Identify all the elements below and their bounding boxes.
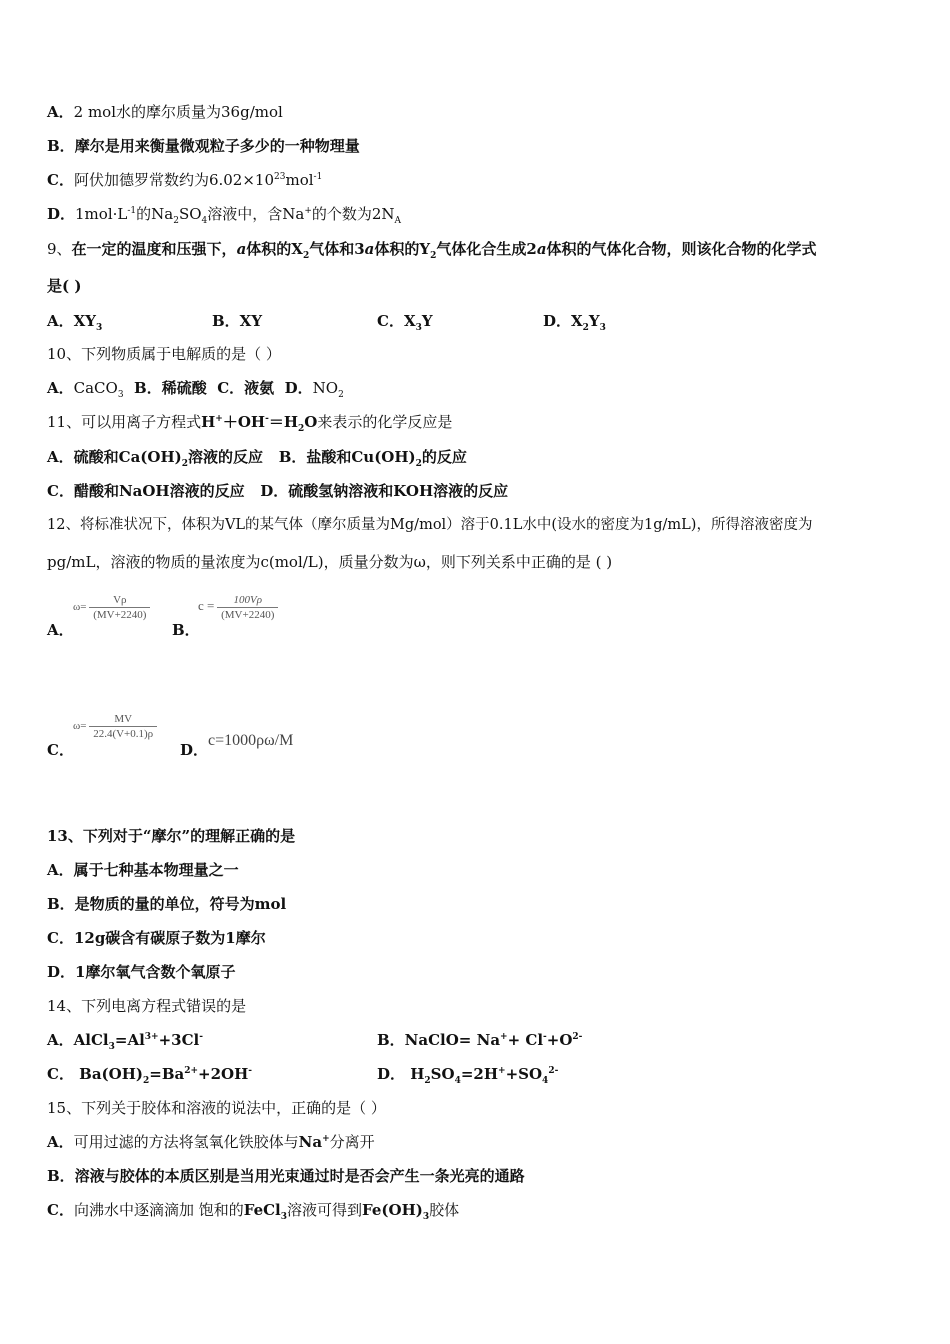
q12-option-c-label: C．	[47, 741, 74, 759]
stem-text: 气体化合生成2	[436, 240, 537, 258]
option-text: +O	[546, 1031, 573, 1049]
stem-text: 体积的X	[246, 240, 303, 258]
subscript: 3	[280, 1212, 288, 1222]
q13-stem: 13、下列对于“摩尔”的理解正确的是	[47, 827, 296, 845]
option-text: A．AlCl	[47, 1031, 109, 1049]
option-text: 的Na	[136, 205, 174, 223]
fraction	[89, 713, 157, 740]
option-text: A．XY	[47, 312, 96, 330]
superscript: +	[322, 1134, 330, 1144]
q13-option-a: A．属于七种基本物理量之一	[47, 861, 239, 879]
q12-option-d-label: D．	[180, 741, 209, 759]
option-text: B．NaClO= Na	[377, 1031, 501, 1049]
q11-option-b: B．盐酸和Cu(OH)	[278, 448, 416, 466]
option-text: D．X	[543, 312, 583, 330]
option-text: D． H	[377, 1065, 425, 1083]
q11-option-a: A．硫酸和Ca(OH)	[47, 448, 182, 466]
superscript: +	[498, 1066, 506, 1076]
option-text: +2OH	[198, 1065, 249, 1083]
denominator: 22.4(V+0.1)ρ	[93, 728, 154, 740]
q9-stem	[47, 239, 817, 259]
option-text: SO	[430, 1065, 455, 1083]
option-label: A．	[47, 379, 74, 397]
subscript: 2	[181, 459, 188, 469]
superscript: 2-	[548, 1066, 559, 1076]
option-text: 溶液可得到	[287, 1201, 363, 1219]
q11-option-c: C．醋酸和NaOH溶液的反应	[47, 482, 245, 500]
superscript: -	[265, 414, 269, 424]
variable-a: a	[536, 240, 547, 258]
option-text: 液氨	[244, 379, 275, 397]
option-text: mol	[285, 171, 314, 189]
superscript: -	[199, 1032, 204, 1042]
q9-option-c	[377, 311, 433, 331]
q15-option-a	[47, 1132, 375, 1152]
variable-a: a	[236, 240, 247, 258]
q10-options	[47, 378, 344, 398]
option-text: 2 mol水的摩尔质量为36g/mol	[73, 103, 283, 121]
formula-lhs: c =	[198, 598, 215, 614]
q11-options-ab	[47, 447, 467, 467]
subscript: 2	[143, 1076, 150, 1086]
option-text: =Ba	[149, 1065, 185, 1083]
stem-text: 来表示的化学反应是	[317, 413, 453, 431]
option-text: NO	[312, 379, 339, 397]
denominator: (MV+2240)	[221, 609, 275, 621]
q13-option-d: D．1摩尔氧气含数个氧原子	[47, 963, 236, 981]
formula-lhs: ω=	[73, 601, 87, 614]
option-label: C．	[47, 171, 74, 189]
q9-option-b: B．XY	[212, 312, 263, 330]
subscript: 2	[582, 323, 589, 333]
q9-option-d	[543, 311, 606, 331]
superscript: 2-	[572, 1032, 583, 1042]
option-text: 分离开	[329, 1133, 375, 1151]
q12-option-b-label: B．	[172, 621, 200, 639]
subscript: 4	[201, 216, 208, 226]
option-text: SO	[178, 205, 202, 223]
subscript: 3	[422, 1212, 430, 1222]
q11-options-cd	[47, 481, 508, 501]
fraction	[89, 594, 150, 621]
option-text: 的个数为2N	[311, 205, 395, 223]
option-text: 摩尔是用来衡量微观粒子多少的一种物理量	[74, 137, 360, 155]
subscript: 4	[454, 1076, 461, 1086]
subscript: 2	[298, 424, 305, 434]
option-text: 稀硫酸	[161, 379, 207, 397]
q14-option-d	[377, 1064, 558, 1084]
option-label: C．	[47, 1201, 74, 1219]
option-text: 阿伏加德罗常数约为6.02×10	[73, 171, 275, 189]
option-label: B．	[134, 379, 162, 397]
subscript: 3	[117, 390, 124, 400]
variable-a: a	[364, 240, 375, 258]
superscript: -1	[313, 172, 323, 182]
stem-text: 气体和3	[309, 240, 365, 258]
q14-stem: 14、下列电离方程式错误的是	[47, 997, 247, 1015]
superscript: -	[543, 1032, 547, 1042]
q14-option-a	[47, 1030, 203, 1050]
option-label: B．	[47, 137, 75, 155]
superscript: -	[248, 1066, 253, 1076]
stem-text: H	[201, 413, 216, 431]
option-text: FeCl	[243, 1201, 281, 1219]
stem-text: 体积的气体化合物，则该化合物的化学式	[546, 240, 817, 258]
q12-formula-c	[73, 713, 157, 740]
option-text: +3Cl	[158, 1031, 200, 1049]
option-text: +SO	[505, 1065, 543, 1083]
option-text: Y	[421, 312, 433, 330]
question-number: 9、	[47, 240, 72, 258]
q12-formula-a	[73, 594, 150, 621]
option-text: Na	[298, 1133, 323, 1151]
q9-option-a	[47, 311, 102, 331]
subscript: 2	[424, 1076, 431, 1086]
option-text: + Cl	[507, 1031, 544, 1049]
option-text: 的反应	[421, 448, 467, 466]
option-text: Y	[588, 312, 600, 330]
option-label: C．	[217, 379, 245, 397]
subscript: 2	[173, 216, 179, 226]
denominator: (MV+2240)	[93, 609, 147, 621]
q14-option-c	[47, 1064, 252, 1084]
option-text: C．X	[377, 312, 416, 330]
superscript: +	[500, 1032, 508, 1042]
subscript: 2	[338, 390, 344, 400]
option-text: C． Ba(OH)	[47, 1065, 143, 1083]
superscript: -1	[127, 206, 137, 216]
option-text: 溶液的反应	[188, 448, 264, 466]
subscript: A	[394, 216, 402, 226]
option-text: 向沸水中逐滴滴加 饱和的	[73, 1201, 244, 1219]
numerator: MV	[89, 713, 157, 727]
option-label: A．	[47, 1133, 74, 1151]
q13-option-c: C．12g碳含有碳原子数为1摩尔	[47, 929, 266, 947]
stem-text: 体积的Y	[374, 240, 431, 258]
q13-option-b: B．是物质的量的单位，符号为mol	[47, 895, 287, 913]
q11-option-d: D．硫酸氢钠溶液和KOH溶液的反应	[260, 482, 509, 500]
q12-stem-line2: pg/mL，溶液的物质的量浓度为c(mol/L)，质量分数为ω，则下列关系中正确的是 ( )	[47, 553, 613, 571]
stem-text: ＋OH	[222, 413, 266, 431]
q8-option-a	[47, 102, 283, 122]
q14-option-b	[377, 1030, 582, 1050]
question-number: 11、	[47, 413, 82, 431]
option-text: 可用过滤的方法将氢氧化铁胶体与	[73, 1133, 299, 1151]
option-label: D．	[47, 205, 76, 223]
superscript: +	[215, 414, 223, 424]
q12-formula-b	[198, 594, 278, 621]
stem-text: 在一定的温度和压强下，	[71, 240, 237, 258]
subscript: 3	[108, 1042, 115, 1052]
subscript: 2	[415, 459, 422, 469]
superscript: 23	[274, 172, 286, 182]
stem-text: O	[304, 413, 318, 431]
option-text: 胶体	[429, 1201, 460, 1219]
q12-option-a-label: A．	[47, 621, 74, 639]
subscript: 4	[542, 1076, 549, 1086]
numerator: Vρ	[89, 594, 150, 608]
option-text: =Al	[114, 1031, 145, 1049]
superscript: +	[304, 206, 312, 216]
option-text: 溶液中，含Na	[207, 205, 305, 223]
option-text: =2H	[460, 1065, 499, 1083]
formula-lhs: ω=	[73, 720, 87, 733]
q8-option-b	[47, 136, 360, 156]
q8-option-d	[47, 204, 401, 224]
stem-text: 可以用离子方程式	[81, 413, 202, 431]
superscript: 2+	[184, 1066, 199, 1076]
subscript: 3	[599, 323, 606, 333]
fraction	[217, 594, 278, 621]
q15-option-b: B．溶液与胶体的本质区别是当用光束通过时是否会产生一条光亮的通路	[47, 1167, 525, 1185]
option-label: A．	[47, 103, 74, 121]
numerator: 100Vρ	[217, 594, 278, 608]
q12-stem: 12、将标准状况下，体积为VL的某气体（摩尔质量为Mg/mol）溶于0.1L水中(设水的密度为1g/mL)，所得溶液密度为	[47, 517, 813, 533]
q10-stem: 10、下列物质属于电解质的是（ ）	[47, 345, 281, 363]
option-label: D．	[284, 379, 313, 397]
subscript: 2	[430, 251, 437, 261]
option-text: 1mol·L	[75, 205, 128, 223]
q15-stem: 15、下列关于胶体和溶液的说法中，正确的是（ ）	[47, 1099, 386, 1117]
option-text: CaCO	[73, 379, 118, 397]
q12-formula-d: c=1000ρω/M	[208, 732, 294, 749]
stem-text: ＝H	[268, 413, 299, 431]
q9-stem-line2: 是( )	[47, 277, 82, 295]
superscript: 3+	[144, 1032, 159, 1042]
q11-stem	[47, 412, 452, 432]
option-text: Fe(OH)	[362, 1201, 423, 1219]
subscript: 2	[302, 251, 310, 261]
subscript: 3	[415, 323, 422, 333]
subscript: 3	[96, 323, 103, 333]
q15-option-c	[47, 1200, 459, 1220]
q8-option-c	[47, 170, 322, 190]
